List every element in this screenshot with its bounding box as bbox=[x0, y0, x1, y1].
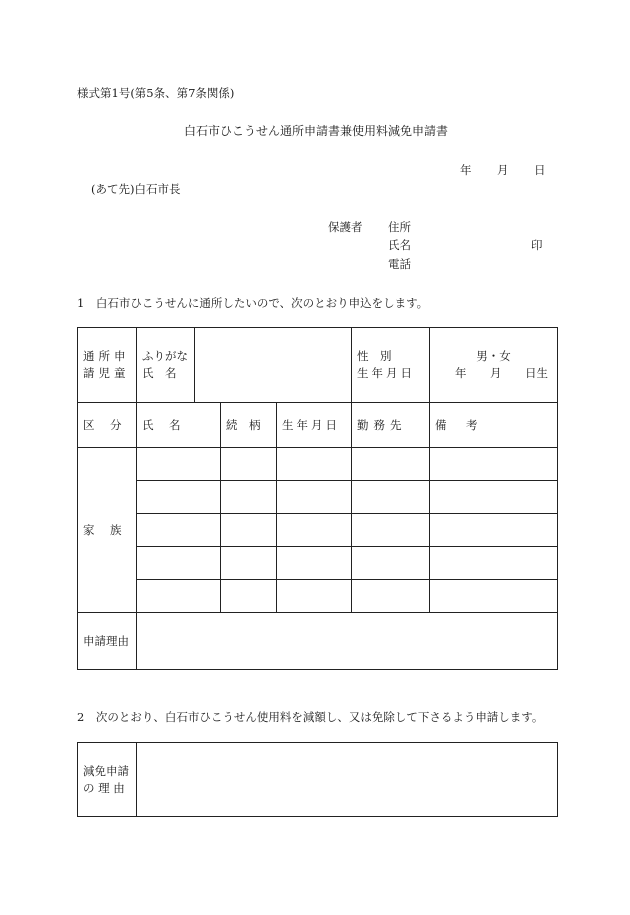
family-remarks-input[interactable] bbox=[430, 448, 558, 481]
header-relation: 続 柄 bbox=[221, 403, 277, 448]
family-row bbox=[78, 448, 558, 481]
family-workplace-input[interactable] bbox=[352, 547, 430, 580]
birth-date-fields: 年 月 日生 bbox=[455, 366, 549, 380]
family-workplace-input[interactable] bbox=[352, 514, 430, 547]
applicant-label-cell bbox=[78, 328, 137, 403]
application-table bbox=[77, 327, 558, 670]
section2-statement: 2 次のとおり、白石市ひこうせん使用料を減額し、又は免除して下さるよう申請します。 bbox=[77, 710, 544, 724]
family-name-input[interactable] bbox=[137, 547, 221, 580]
family-birth-input[interactable] bbox=[277, 514, 352, 547]
family-remarks-input[interactable] bbox=[430, 481, 558, 514]
family-remarks-input[interactable] bbox=[430, 514, 558, 547]
family-birth-input[interactable] bbox=[277, 481, 352, 514]
header-workplace: 勤務先 bbox=[352, 403, 430, 448]
gender-birth-value-cell[interactable] bbox=[430, 328, 558, 403]
date-month-label: 月 bbox=[497, 163, 509, 177]
family-relation-input[interactable] bbox=[221, 514, 277, 547]
family-row bbox=[78, 514, 558, 547]
applicant-name-cell[interactable] bbox=[137, 328, 352, 403]
exemption-table bbox=[77, 742, 558, 817]
exemption-row bbox=[78, 743, 558, 817]
family-header-row bbox=[78, 403, 558, 448]
family-row bbox=[78, 547, 558, 580]
gender-choice[interactable]: 男・女 bbox=[476, 349, 511, 363]
applicant-row bbox=[78, 328, 558, 403]
guardian-phone-label: 電話 bbox=[388, 257, 411, 271]
family-remarks-input[interactable] bbox=[430, 547, 558, 580]
gender-label: 性 別 bbox=[357, 349, 392, 363]
family-row bbox=[78, 481, 558, 514]
reason-row bbox=[78, 613, 558, 670]
family-workplace-input[interactable] bbox=[352, 448, 430, 481]
family-name-input[interactable] bbox=[137, 448, 221, 481]
document-title: 白石市ひこうせん通所申請書兼使用料減免申請書 bbox=[184, 124, 449, 138]
guardian-label: 保護者 bbox=[328, 220, 363, 234]
family-birth-input[interactable] bbox=[277, 547, 352, 580]
child-name-label: 氏 名 bbox=[142, 366, 177, 380]
date-day-label: 日 bbox=[534, 163, 546, 177]
family-name-input[interactable] bbox=[137, 481, 221, 514]
family-label-cell: 家 族 bbox=[78, 448, 137, 613]
family-name-input[interactable] bbox=[137, 580, 221, 613]
family-remarks-input[interactable] bbox=[430, 580, 558, 613]
gender-birth-label-cell bbox=[352, 328, 430, 403]
guardian-address-label: 住所 bbox=[388, 220, 411, 234]
exemption-label-line2: の 理 由 bbox=[83, 780, 125, 795]
applicant-name-field[interactable] bbox=[195, 328, 351, 402]
applicant-label-line2: 請児童 bbox=[83, 366, 130, 380]
header-remarks: 備 考 bbox=[430, 403, 558, 448]
applicant-name-labels bbox=[137, 328, 195, 402]
furigana-label: ふりがな bbox=[142, 349, 188, 363]
exemption-reason-label bbox=[78, 743, 137, 817]
header-name: 氏 名 bbox=[137, 403, 221, 448]
exemption-reason-input[interactable] bbox=[137, 743, 558, 817]
reason-input[interactable] bbox=[137, 613, 558, 670]
exemption-label-line1: 減免申請 bbox=[83, 763, 129, 778]
seal-mark: 印 bbox=[531, 238, 543, 252]
date-year-label: 年 bbox=[460, 163, 472, 177]
guardian-name-label: 氏名 bbox=[388, 238, 411, 252]
form-number: 様式第1号(第5条、第7条関係) bbox=[77, 86, 235, 100]
applicant-label-line1: 通所申 bbox=[83, 349, 130, 363]
family-workplace-input[interactable] bbox=[352, 580, 430, 613]
family-relation-input[interactable] bbox=[221, 448, 277, 481]
family-relation-input[interactable] bbox=[221, 580, 277, 613]
header-category: 区 分 bbox=[78, 403, 137, 448]
reason-label: 申請理由 bbox=[78, 613, 137, 670]
family-name-input[interactable] bbox=[137, 514, 221, 547]
section1-statement: 1 白石市ひこうせんに通所したいので、次のとおり申込をします。 bbox=[77, 296, 429, 310]
family-relation-input[interactable] bbox=[221, 547, 277, 580]
birthdate-label: 生年月日 bbox=[357, 366, 416, 380]
family-row bbox=[78, 580, 558, 613]
family-birth-input[interactable] bbox=[277, 580, 352, 613]
family-relation-input[interactable] bbox=[221, 481, 277, 514]
family-birth-input[interactable] bbox=[277, 448, 352, 481]
header-birthdate: 生年月日 bbox=[277, 403, 352, 448]
family-workplace-input[interactable] bbox=[352, 481, 430, 514]
addressee: (あて先)白石市長 bbox=[91, 182, 181, 196]
